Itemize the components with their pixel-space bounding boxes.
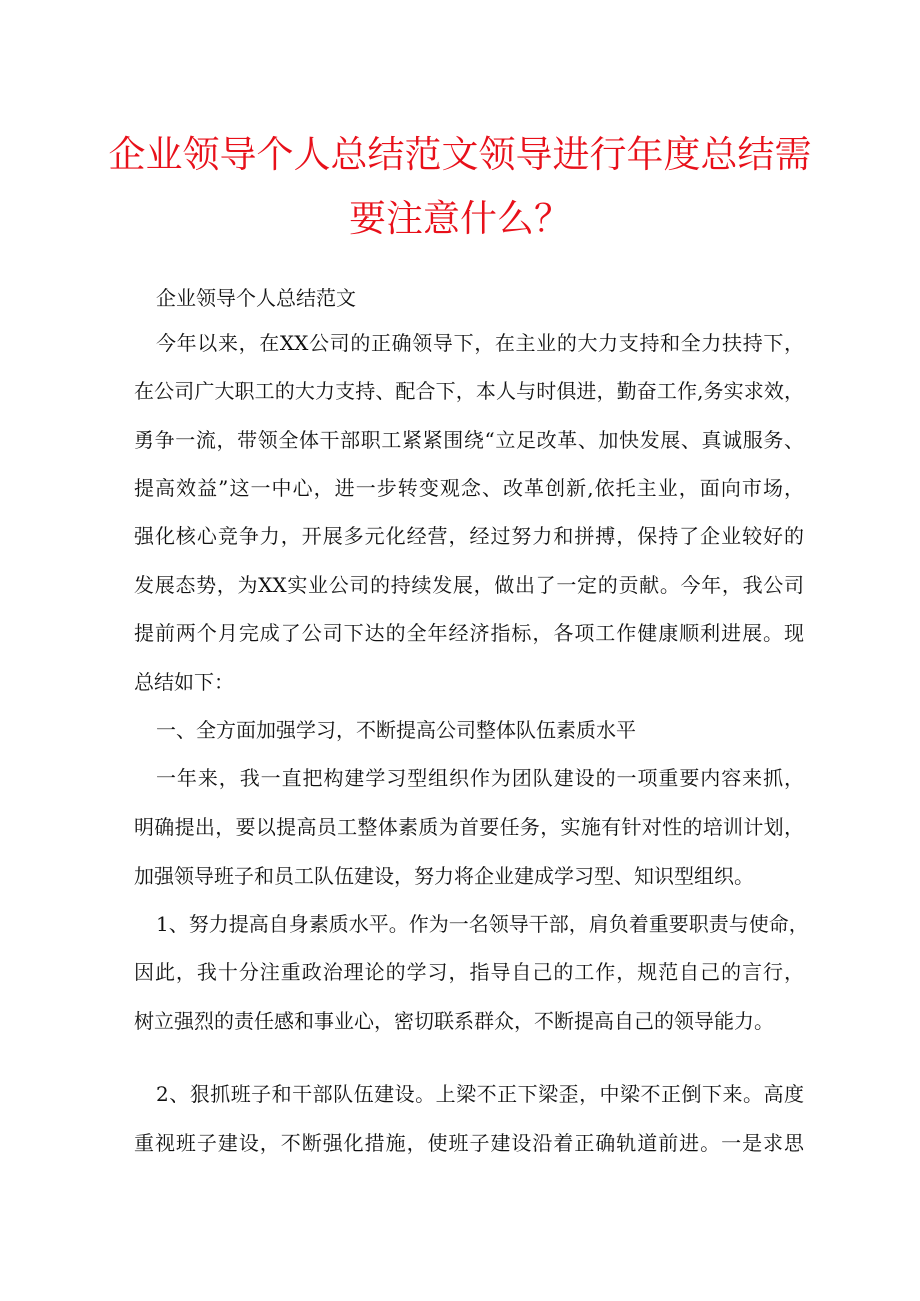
paragraph-line: 发展态势，为XX实业公司的持续发展，做出了一定的贡献。今年，我公司 — [134, 573, 804, 597]
paragraph-line: 重视班子建设，不断强化措施，使班子建设沿着正确轨道前进。一是求思 — [134, 1131, 804, 1155]
paragraph-line: 企业领导个人总结范文 — [156, 286, 356, 310]
paragraph-line: 因此，我十分注重政治理论的学习，指导自己的工作，规范自己的言行， — [134, 960, 804, 984]
paragraph-line: 一、全方面加强学习，不断提高公司整体队伍素质水平 — [156, 718, 636, 742]
paragraph-line: 2、狠抓班子和干部队伍建设。上梁不正下梁歪，中梁不正倒下来。高度 — [156, 1082, 804, 1106]
paragraph-line: 明确提出，要以提高员工整体素质为首要任务，实施有针对性的培训计划， — [134, 815, 804, 839]
paragraph-line: 加强领导班子和员工队伍建设，努力将企业建成学习型、知识型组织。 — [134, 864, 754, 888]
paragraph-line: 强化核心竞争力，开展多元化经营，经过努力和拼搏，保持了企业较好的 — [134, 524, 804, 548]
paragraph-line: 树立强烈的责任感和事业心，密切联系群众，不断提高自己的领导能力。 — [134, 1009, 774, 1033]
paragraph-line: 在公司广大职工的大力支持、配合下，本人与时俱进，勤奋工作,务实求效， — [134, 379, 804, 403]
paragraph-line: 一年来，我一直把构建学习型组织作为团队建设的一项重要内容来抓， — [156, 766, 804, 790]
paragraph-line: 今年以来，在XX公司的正确领导下，在主业的大力支持和全力扶持下， — [156, 331, 804, 355]
paragraph-line: 勇争一流，带领全体干部职工紧紧围绕“立足改革、加快发展、真诚服务、 — [134, 428, 804, 452]
paragraph-line: 总结如下： — [134, 670, 234, 694]
paragraph-line: 提前两个月完成了公司下达的全年经济指标，各项工作健康顺利进展。现 — [134, 621, 804, 645]
paragraph-line: 提高效益”这一中心，进一步转变观念、改革创新,依托主业，面向市场， — [134, 476, 804, 500]
document-title-line-1: 企业领导个人总结范文领导进行年度总结需 — [108, 133, 812, 176]
paragraph-line: 1、努力提高自身素质水平。作为一名领导干部，肩负着重要职责与使命， — [156, 912, 809, 936]
document-title-line-2: 要注意什么？ — [349, 197, 571, 240]
